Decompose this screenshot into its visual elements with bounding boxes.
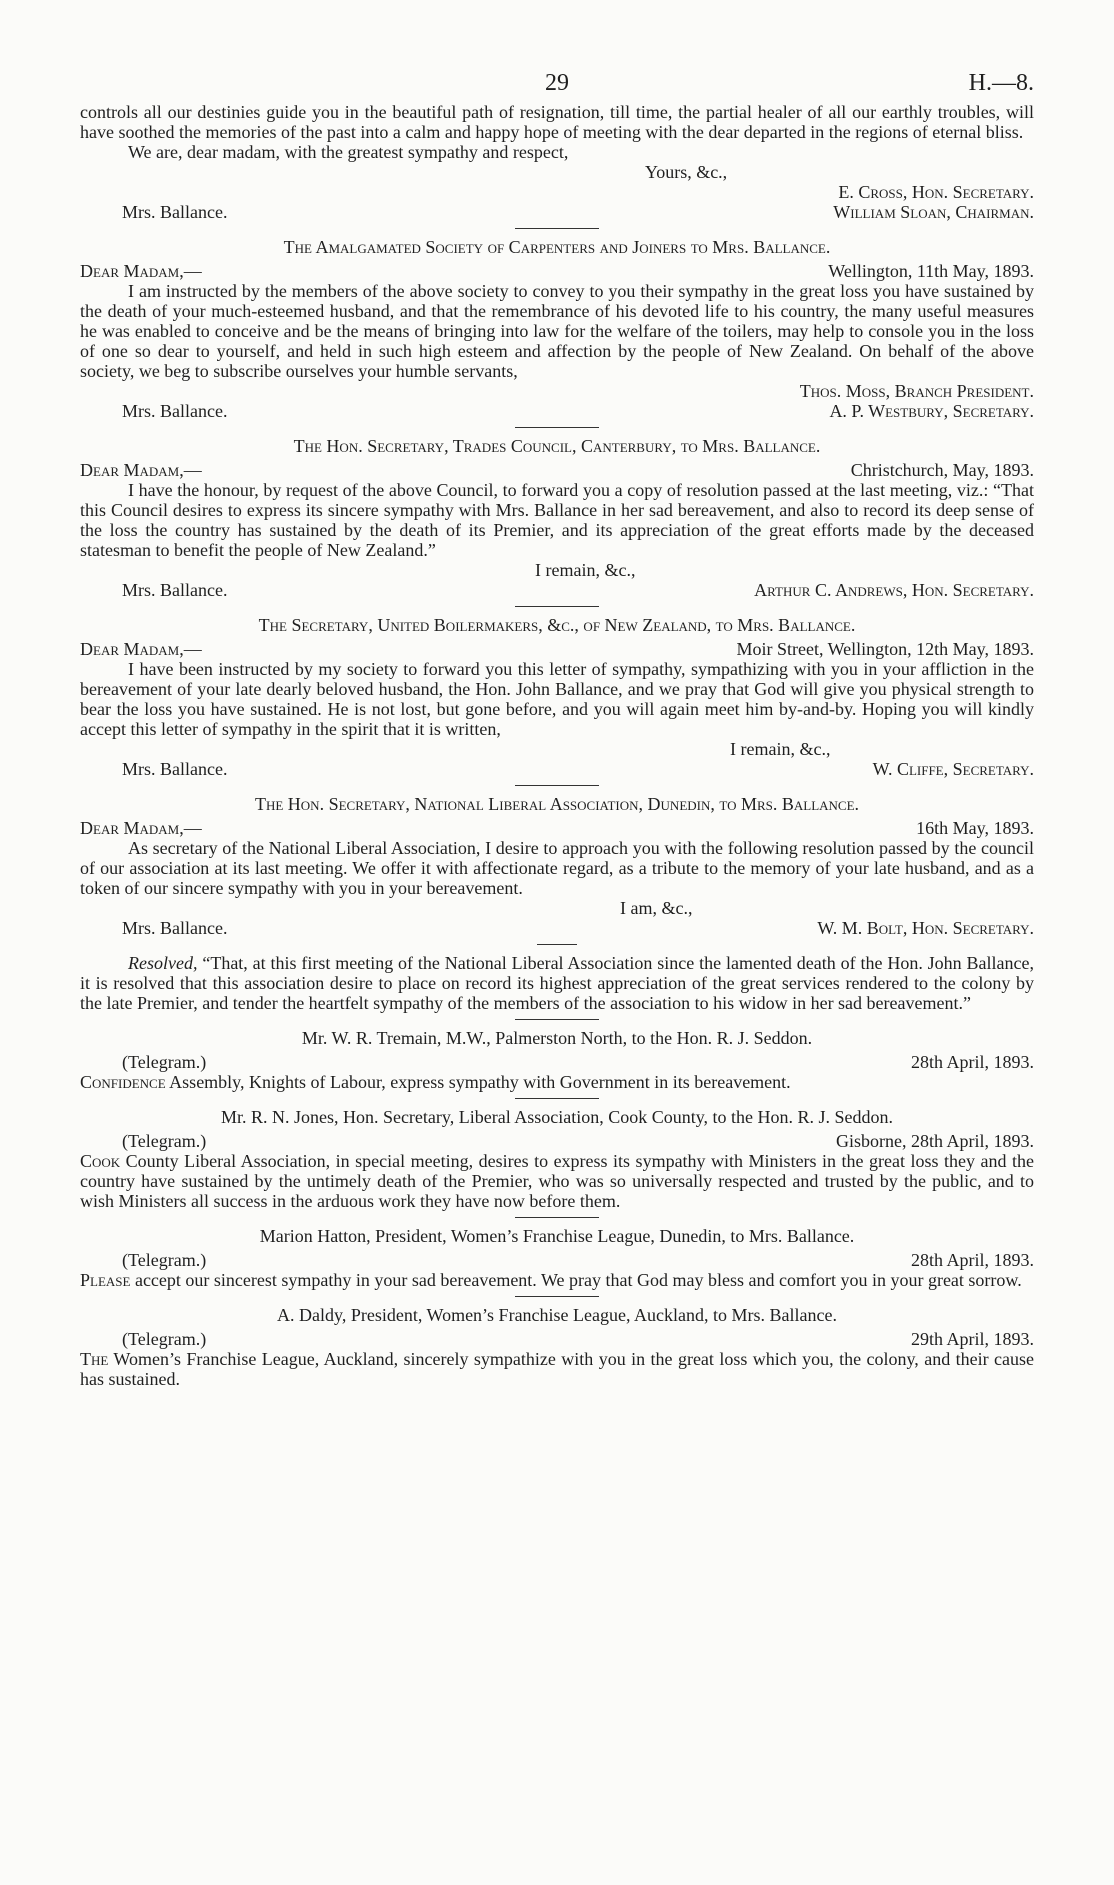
- signatory: Arthur C. Andrews, Hon. Secretary.: [754, 580, 1034, 600]
- letter-body: I am instructed by the members of the above society to convey to you their sympathy in the great loss you have sustained by the death of your much-esteemed husband, and that the remembrance of his devoted life to his country, the many useful measures he was enabled to conceive and be the means of bringing into law for the welfare of the toilers, may help to console you in the loss of one so dear to yourself, and held in such high esteem and affection by the people of New Zealand. On behalf of the above society, we beg to subscribe ourselves your humble servants,: [80, 281, 1034, 381]
- letter-valediction: Yours, &c.,: [645, 162, 728, 182]
- telegram-date: 29th April, 1893.: [910, 1329, 1034, 1349]
- page-header: [80, 70, 1034, 102]
- letter-heading: The Amalgamated Society of Carpenters and Joiners to Mrs. Ballance.: [283, 237, 831, 257]
- letter-body: I have been instructed by my society to forward you this letter of sympathy, sympathizing with you in your affliction in the bereavement of your late dearly beloved husband, the Hon. John Ballance, and we pray that God will give you physical strength to bear the loss you have sustained. He is not lost, but gone before, and you will again meet him by-and-by. Hoping you will kindly accept this letter of sympathy in the spirit that it is written,: [80, 659, 1034, 739]
- letter-heading: The Secretary, United Boilermakers, &c., of New Zealand, to Mrs. Ballance.: [258, 615, 856, 635]
- section-divider: [537, 944, 577, 945]
- telegram-heading: Mr. W. R. Tremain, M.W., Palmerston North, to the Hon. R. J. Seddon.: [301, 1028, 813, 1048]
- letter-valediction: I remain, &c.,: [535, 560, 636, 580]
- letter-heading: The Hon. Secretary, Trades Council, Canterbury, to Mrs. Ballance.: [293, 436, 821, 456]
- salutation: Dear Madam,—: [80, 639, 202, 659]
- signatory: W. M. Bolt, Hon. Secretary.: [817, 918, 1034, 938]
- section-divider: [515, 228, 599, 229]
- signatory: Thos. Moss, Branch President.: [799, 381, 1034, 401]
- letter-date: 16th May, 1893.: [916, 818, 1034, 838]
- telegram-lead: Confidence: [80, 1072, 166, 1092]
- addressee: Mrs. Ballance.: [122, 580, 228, 600]
- telegram-text: Assembly, Knights of Labour, express sympathy with Government in its bereavement.: [165, 1072, 791, 1092]
- letter-trades-council: [80, 436, 1034, 600]
- letter-body: As secretary of the National Liberal Association, I desire to approach you with the following resolution passed by the council of our association at its last meeting. We offer it with affectionate regard, as a tribute to the memory of your late husband, and as a token of our sincere sympathy with you in your bereavement.: [80, 838, 1034, 898]
- telegram-date: 28th April, 1893.: [910, 1052, 1034, 1072]
- telegram-label: (Telegram.): [122, 1052, 207, 1072]
- telegram-date: Gisborne, 28th April, 1893.: [836, 1131, 1034, 1151]
- letter-heading: The Hon. Secretary, National Liberal Association, Dunedin, to Mrs. Ballance.: [254, 794, 860, 814]
- letter-date: Moir Street, Wellington, 12th May, 1893.: [736, 639, 1034, 659]
- letter-valediction: I am, &c.,: [620, 898, 693, 918]
- signatory: William Sloan, Chairman.: [833, 202, 1034, 222]
- telegram-text: County Liberal Association, in special meeting, desires to express its sympathy with Ministers in the great loss they and the country have sustained by the untimely death of the Premier, who was so universally respected and trusted by the public, and to wish Ministers all success in the arduous work they have now before them.: [80, 1151, 1034, 1211]
- addressee: Mrs. Ballance.: [122, 202, 228, 222]
- page-number: 29: [545, 70, 569, 96]
- signatory: A. P. Westbury, Secretary.: [829, 401, 1034, 421]
- letter-date: Christchurch, May, 1893.: [850, 460, 1034, 480]
- telegram-hatton: [80, 1226, 1034, 1290]
- letter-body: I have the honour, by request of the above Council, to forward you a copy of resolution passed at the last meeting, viz.: “That this Council desires to express its sincere sympathy with Mrs. Ballance in her sad bereavement, and also to record its deep sense of the loss the country has sustained by the death of its Premier, and its appreciation of the great efforts made by the deceased statesman to benefit the people of New Zealand.”: [80, 480, 1034, 560]
- telegram-lead: Cook: [80, 1151, 121, 1171]
- telegram-body: [80, 1349, 1034, 1389]
- telegram-text: accept our sincerest sympathy in your sad bereavement. We pray that God may bless and comfort you in your great sorrow.: [130, 1270, 1022, 1290]
- section-divider: [515, 427, 599, 428]
- telegram-label: (Telegram.): [122, 1131, 207, 1151]
- letter-date: Wellington, 11th May, 1893.: [828, 261, 1034, 281]
- telegram-lead: Please: [80, 1270, 131, 1290]
- salutation: Dear Madam,—: [80, 818, 202, 838]
- section-divider: [515, 1217, 599, 1218]
- telegram-body: [80, 1072, 1034, 1092]
- section-divider: [515, 1296, 599, 1297]
- salutation: Dear Madam,—: [80, 460, 202, 480]
- telegram-heading: Marion Hatton, President, Women’s Franchise League, Dunedin, to Mrs. Ballance.: [259, 1226, 855, 1246]
- letter-continuation: [80, 102, 1034, 222]
- section-divider: [515, 1098, 599, 1099]
- telegram-label: (Telegram.): [122, 1250, 207, 1270]
- letter-closing: We are, dear madam, with the greatest sympathy and respect,: [128, 142, 569, 162]
- letter-body: controls all our destinies guide you in the beautiful path of resignation, till time, the partial healer of all our earthly troubles, will have soothed the memories of the past into a calm and happy hope of meeting with the dear departed in the regions of eternal bliss.: [80, 102, 1034, 142]
- resolution-body: “That, at this first meeting of the National Liberal Association since the lamented death of the Hon. John Ballance, it is resolved that this association desire to place on record its highest appreciation of the great services rendered to the colony by the late Premier, and tender the heartfelt sympathy of the members of the association to his widow in her sad bereavement.”: [80, 953, 1034, 1013]
- telegram-date: 28th April, 1893.: [910, 1250, 1034, 1270]
- document-page: [80, 70, 1034, 1389]
- letter-valediction: I remain, &c.,: [730, 739, 831, 759]
- addressee: Mrs. Ballance.: [122, 401, 228, 421]
- addressee: Mrs. Ballance.: [122, 759, 228, 779]
- telegram-heading: Mr. R. N. Jones, Hon. Secretary, Liberal Association, Cook County, to the Hon. R. J. Seddon.: [220, 1107, 894, 1127]
- telegram-body: [80, 1270, 1034, 1290]
- resolution-text: [80, 953, 1034, 1013]
- signatory: W. Cliffe, Secretary.: [872, 759, 1034, 779]
- telegram-lead: The: [80, 1349, 109, 1369]
- telegram-heading: A. Daldy, President, Women’s Franchise League, Auckland, to Mrs. Ballance.: [277, 1305, 837, 1325]
- document-reference: H.—8.: [968, 70, 1034, 96]
- letter-liberal-association: [80, 794, 1034, 1013]
- telegram-daldy: [80, 1305, 1034, 1389]
- section-divider: [515, 785, 599, 786]
- section-divider: [515, 606, 599, 607]
- section-divider: [515, 1019, 599, 1020]
- telegram-body: [80, 1151, 1034, 1211]
- telegram-text: Women’s Franchise League, Auckland, sincerely sympathize with you in the great loss which you, the colony, and their cause has sustained.: [80, 1349, 1034, 1389]
- salutation: Dear Madam,—: [80, 261, 202, 281]
- addressee: Mrs. Ballance.: [122, 918, 228, 938]
- resolved-label: Resolved,: [128, 953, 198, 973]
- letter-carpenters: [80, 237, 1034, 421]
- telegram-tremain: [80, 1028, 1034, 1092]
- letter-boilermakers: [80, 615, 1034, 779]
- telegram-label: (Telegram.): [122, 1329, 207, 1349]
- signatory: E. Cross, Hon. Secretary.: [838, 182, 1034, 202]
- telegram-jones: [80, 1107, 1034, 1211]
